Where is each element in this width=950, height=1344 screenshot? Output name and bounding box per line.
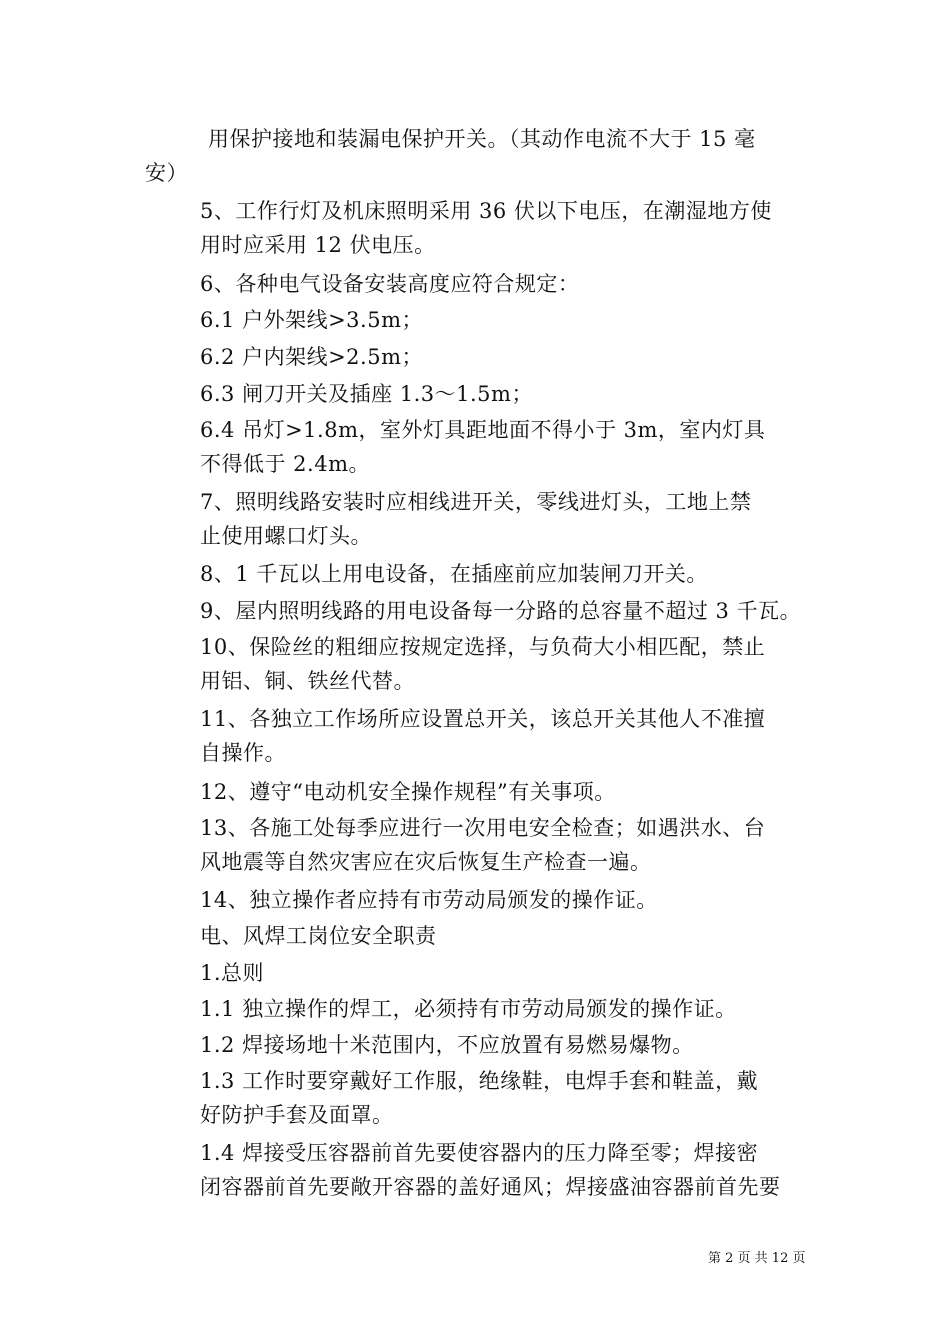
text-line: 12、遵守“电动机安全操作规程”有关事项。 (200, 780, 616, 804)
text-line: 1.4 焊接受压容器前首先要使容器内的压力降至零；焊接密 (200, 1141, 759, 1165)
text-line: 11、各独立工作场所应设置总开关，该总开关其他人不准擅 (200, 707, 766, 731)
text-line: 6.1 户外架线>3.5m； (200, 308, 423, 332)
text-line: 1.3 工作时要穿戴好工作服，绝缘鞋，电焊手套和鞋盖，戴 (200, 1069, 759, 1093)
text-line: 9、屋内照明线路的用电设备每一分路的总容量不超过 3 千瓦。 (200, 599, 802, 623)
text-line: 6、各种电气设备安装高度应符合规定： (200, 272, 580, 296)
text-line: 好防护手套及面罩。 (200, 1103, 394, 1127)
text-line: 安） (145, 161, 188, 185)
text-line: 8、1 千瓦以上用电设备，在插座前应加装闸刀开关。 (200, 562, 708, 586)
text-line: 6.3 闸刀开关及插座 1.3～1.5m； (200, 382, 533, 406)
text-line: 7、照明线路安装时应相线进开关，零线进灯头，工地上禁 (200, 490, 752, 514)
text-line: 5、工作行灯及机床照明采用 36 伏以下电压，在潮湿地方使 (200, 199, 772, 223)
text-line: 不得低于 2.4m。 (200, 452, 370, 476)
text-line: 6.4 吊灯>1.8m，室外灯具距地面不得小于 3m，室内灯具 (200, 418, 766, 442)
section-heading: 电、风焊工岗位安全职责 (200, 924, 437, 948)
text-line: 闭容器前首先要敞开容器的盖好通风；焊接盛油容器前首先要 (200, 1175, 781, 1199)
text-line: 10、保险丝的粗细应按规定选择，与负荷大小相匹配，禁止 (200, 635, 766, 659)
text-line: 1.1 独立操作的焊工，必须持有市劳动局颁发的操作证。 (200, 997, 737, 1021)
text-line: 14、独立操作者应持有市劳动局颁发的操作证。 (200, 888, 658, 912)
text-line: 用铝、铜、铁丝代替。 (200, 669, 415, 693)
page-number: 第 2 页 共 12 页 (708, 1251, 806, 1266)
text-line: 1.总则 (200, 961, 265, 985)
text-line: 1.2 焊接场地十米范围内，不应放置有易燃易爆物。 (200, 1033, 694, 1057)
text-line: 止使用螺口灯头。 (200, 524, 372, 548)
text-line: 风地震等自然灾害应在灾后恢复生产检查一遍。 (200, 850, 652, 874)
text-line: 自操作。 (200, 741, 286, 765)
text-line: 用保护接地和装漏电保护开关。（其动作电流不大于 15 毫 (208, 127, 756, 151)
text-line: 6.2 户内架线>2.5m； (200, 345, 423, 369)
text-line: 用时应采用 12 伏电压。 (200, 233, 436, 257)
text-line: 13、各施工处每季应进行一次用电安全检查；如遇洪水、台 (200, 816, 766, 840)
